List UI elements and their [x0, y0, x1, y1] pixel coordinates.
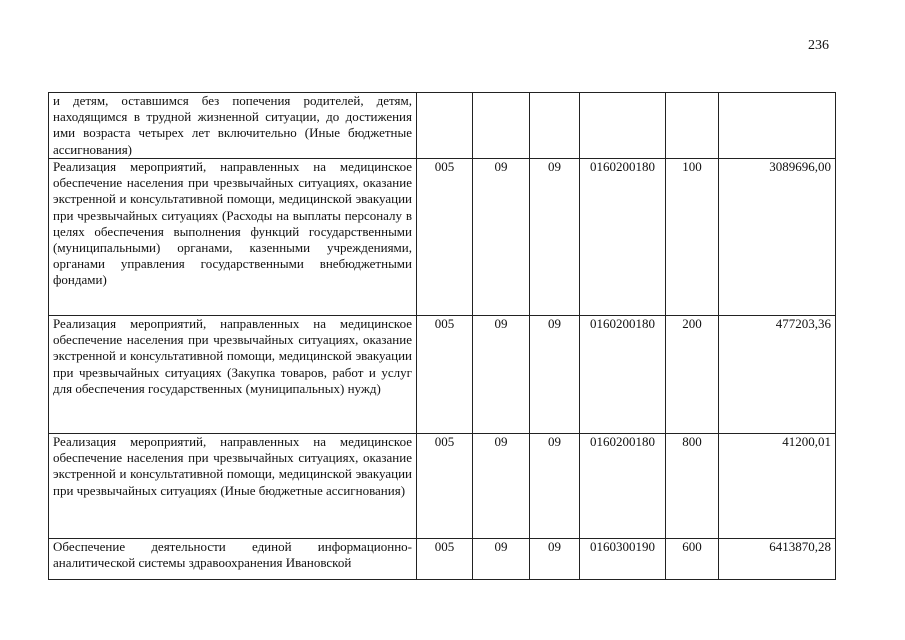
target-article-cell: 0160300190 [580, 539, 666, 580]
amount-cell: 6413870,28 [719, 539, 836, 580]
ministry-code-cell: 005 [417, 539, 473, 580]
amount-cell: 3089696,00 [719, 159, 836, 316]
expense-kind-cell: 200 [666, 316, 719, 434]
table-row [49, 93, 836, 159]
row-description: Реализация мероприятий, направленных на медицинское обеспечение населения при чрезвычайных ситуациях, оказание экстренной и консультативной помощи, медицинской эвакуации при чрезвычайных ситуациях (Расходы на выплаты персоналу в целях обеспечения выполнения функций государственными (муниципальными) органами, казенными учреждениями, органами управления государственными внебюджетными фондами) [49, 159, 417, 316]
table-row [49, 539, 836, 580]
subsection-code-cell [530, 93, 580, 159]
section-code-cell: 09 [473, 434, 530, 539]
table-row [49, 159, 836, 316]
expense-kind-cell: 100 [666, 159, 719, 316]
subsection-code-cell: 09 [530, 434, 580, 539]
section-code-cell: 09 [473, 316, 530, 434]
expense-kind-cell: 600 [666, 539, 719, 580]
table-row [49, 316, 836, 434]
ministry-code-cell: 005 [417, 159, 473, 316]
expense-kind-cell [666, 93, 719, 159]
subsection-code-cell: 09 [530, 159, 580, 316]
amount-cell: 41200,01 [719, 434, 836, 539]
ministry-code-cell [417, 93, 473, 159]
subsection-code-cell: 09 [530, 539, 580, 580]
subsection-code-cell: 09 [530, 316, 580, 434]
target-article-cell: 0160200180 [580, 434, 666, 539]
row-description: Обеспечение деятельности единой информационно-аналитической системы здравоохранения Ивановской [49, 539, 417, 580]
row-description: и детям, оставшимся без попечения родителей, детям, находящимся в трудной жизненной ситуации, до достижения ими возраста четырех лет включительно (Иные бюджетные ассигнования) [49, 93, 417, 159]
target-article-cell: 0160200180 [580, 316, 666, 434]
budget-table [48, 92, 836, 580]
section-code-cell: 09 [473, 539, 530, 580]
expense-kind-cell: 800 [666, 434, 719, 539]
table-row [49, 434, 836, 539]
amount-cell: 477203,36 [719, 316, 836, 434]
page-number: 236 [808, 38, 829, 53]
row-description: Реализация мероприятий, направленных на медицинское обеспечение населения при чрезвычайных ситуациях, оказание экстренной и консультативной помощи, медицинской эвакуации при чрезвычайных ситуациях (Закупка товаров, работ и услуг для обеспечения государственных (муниципальных) нужд) [49, 316, 417, 434]
amount-cell [719, 93, 836, 159]
ministry-code-cell: 005 [417, 434, 473, 539]
section-code-cell [473, 93, 530, 159]
target-article-cell: 0160200180 [580, 159, 666, 316]
row-description: Реализация мероприятий, направленных на медицинское обеспечение населения при чрезвычайных ситуациях, оказание экстренной и консультативной помощи, медицинской эвакуации при чрезвычайных ситуациях (Иные бюджетные ассигнования) [49, 434, 417, 539]
section-code-cell: 09 [473, 159, 530, 316]
ministry-code-cell: 005 [417, 316, 473, 434]
target-article-cell [580, 93, 666, 159]
